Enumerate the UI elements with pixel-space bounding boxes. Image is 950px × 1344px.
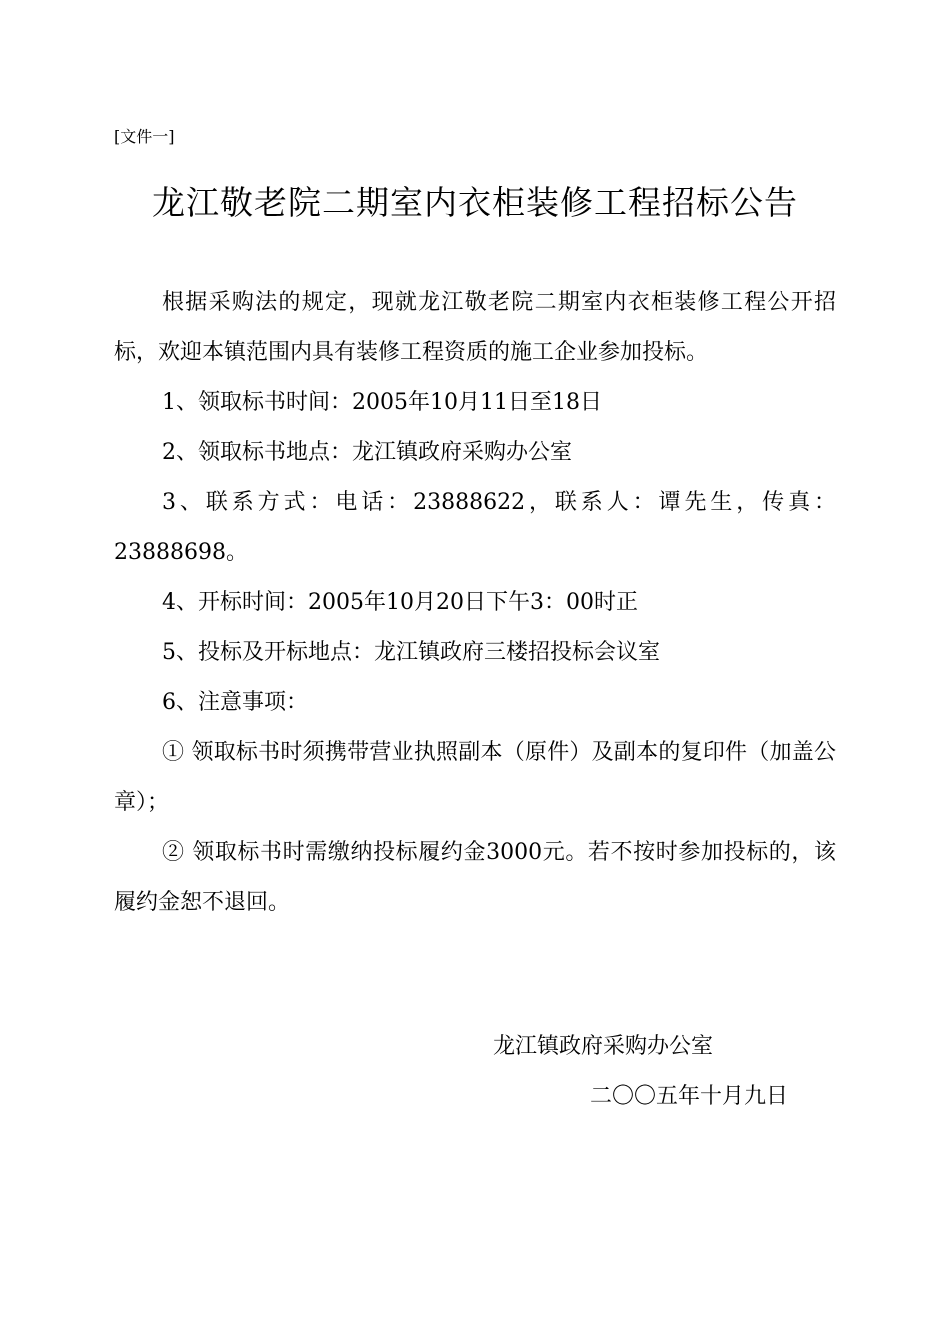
signature-date: 二〇〇五年十月九日 [590, 1084, 789, 1109]
item-notes-heading: 6、注意事项： [162, 690, 308, 715]
item-pickup-time: 1、领取标书时间：2005年10月11日至18日 [162, 390, 602, 415]
item-opening-time: 4、开标时间：2005年10月20日下午3：00时正 [162, 590, 638, 615]
note-deposit: ② 领取标书时需缴纳投标履约金3000元。若不按时参加投标的，该履约金恕不退回。 [114, 840, 836, 915]
item-contact-info: 3、联系方式：电话：23888622，联系人：谭先生，传真：23888698。 [114, 490, 836, 565]
intro-paragraph: 根据采购法的规定，现就龙江敬老院二期室内衣柜装修工程公开招标，欢迎本镇范围内具有装修工程资质的施工企业参加投标。 [114, 290, 836, 365]
document-title: 龙江敬老院二期室内衣柜装修工程招标公告 [152, 183, 798, 222]
note-license-copy: ① 领取标书时须携带营业执照副本（原件）及副本的复印件（加盖公章）； [114, 740, 836, 815]
item-opening-location: 5、投标及开标地点：龙江镇政府三楼招投标会议室 [162, 640, 660, 665]
signature-organization: 龙江镇政府采购办公室 [493, 1034, 714, 1059]
item-pickup-location: 2、领取标书地点：龙江镇政府采购办公室 [162, 440, 572, 465]
document-label: [文件一] [114, 127, 175, 146]
document-body [114, 278, 836, 928]
